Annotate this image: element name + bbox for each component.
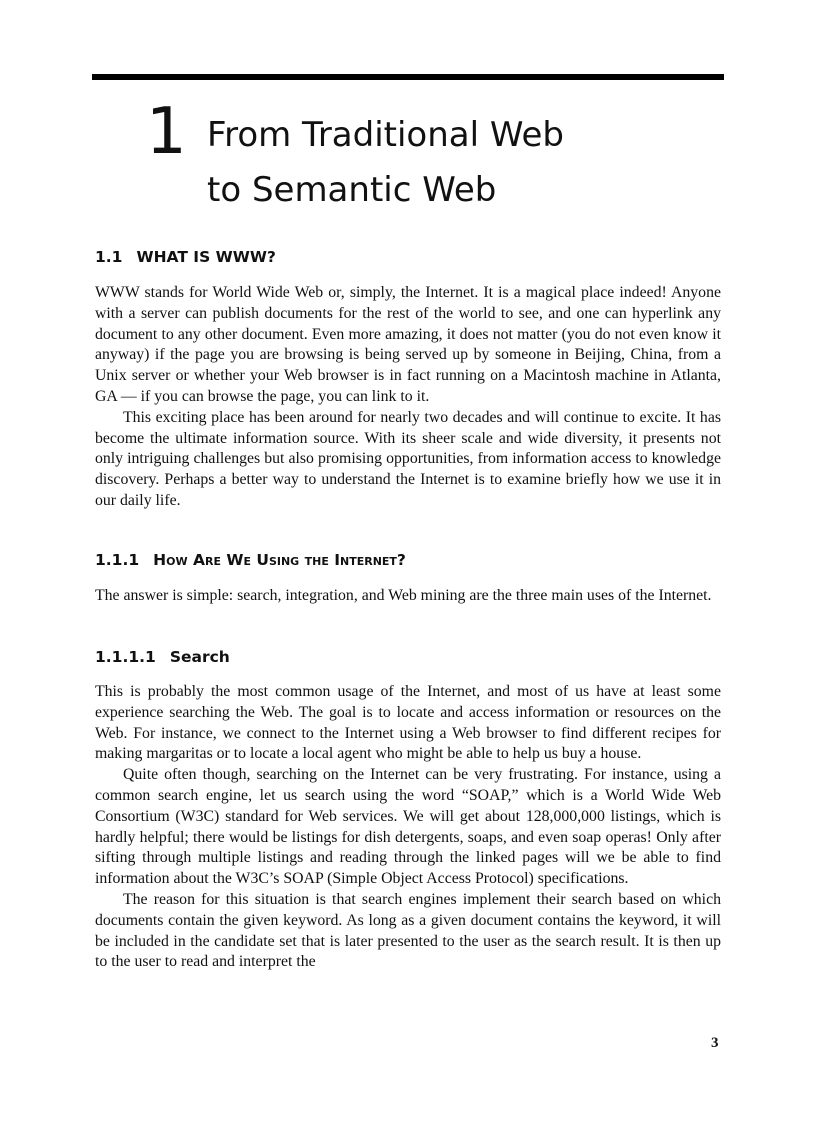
paragraph: This exciting place has been around for nearly two decades and will continue to excite. It has become the ultimate information source. With its sheer scale and wide diversity, it presents not only intriguing challenges but also promising opportunities, from information access to knowledge discovery. Perhaps a better way to understand the Internet is to examine briefly how we use it in our daily life. [95,408,721,509]
chapter-number: 1 [146,95,187,169]
section-number: 1.1.1 [95,551,140,569]
paragraph: Quite often though, searching on the Internet can be very frustrating. For instance, using a common search engine, let us search using the word “SOAP,” which is a World Wide Web Consortium (W3C) standard for Web services. We will get about 128,000,000 listings, which is hardly helpful; there would be listings for dish detergents, soaps, and even soap operas! Only after sifting through multiple listings and reading through the linked pages will we be able to find information about the W3C’s SOAP (Simple Object Access Protocol) specifications. [95,766,721,888]
section-number: 1.1.1.1 [95,648,156,666]
section-heading-1-1-1-1 [95,648,230,666]
chapter-top-rule [92,74,724,80]
section-number: 1.1 [95,248,123,266]
section-title: How Are We Using the Internet? [153,551,406,569]
paragraph: This is probably the most common usage of the Internet, and most of us have at least some experience searching the Web. The goal is to locate and access information or resources on the Web. For instance, we connect to the Internet using a Web browser to find different recipes for making margaritas or to locate a local agent who might be able to help us buy a house. [95,683,721,763]
paragraph: The reason for this situation is that search engines implement their search based on which documents contain the given keyword. As long as a given document contains the keyword, it will be included in the candidate set that is later presented to the user as the search result. It is then up to the user to read and interpret the [95,890,721,971]
chapter-title-line-1: From Traditional Web [207,115,564,155]
paragraph: WWW stands for World Wide Web or, simply, the Internet. It is a magical place indeed! Anyone with a server can publish documents for the rest of the world to see, and one can hyperlink any document to any other document. Even more amazing, it does not matter (you do not even know it anyway) if the page you are browsing is being served up by someone in Beijing, China, from a Unix server or whether your Web browser is in fact running on a Macintosh machine in Atlanta, GA — if you can browse the page, you can link to it. [95,284,721,405]
section-1-1-1-1-body [95,682,721,973]
section-1-1-body [95,283,721,512]
chapter-title [207,108,727,218]
section-heading-1-1-1 [95,551,406,569]
chapter-title-line-2: to Semantic Web [207,170,497,210]
section-title: Search [169,648,230,666]
section-title: WHAT IS WWW? [136,248,276,266]
page-number: 3 [711,1035,719,1051]
section-heading-1-1 [95,248,276,266]
section-1-1-1-body [95,586,721,607]
paragraph: The answer is simple: search, integration, and Web mining are the three main uses of the Internet. [95,587,712,604]
